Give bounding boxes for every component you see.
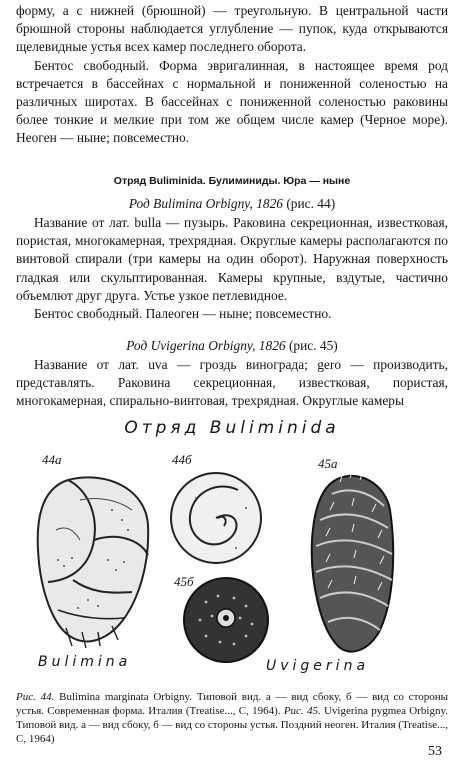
label-44b: 44б [172,452,192,467]
page-number: 53 [428,744,442,759]
genus-bulimina-name: Род Bulimina Orbigny, 1826 [128,196,283,211]
order-heading: Отряд Buliminida. Булиминиды. Юра — ныне [113,175,351,187]
bulimina-text [16,214,448,323]
caption-fig45-text: Uvigerina pygmea Orbigny. Типовой вид. а — вид сбоку, б — вид со стороны устья. Поздний неоген. Италия (Treatise..., С, 1964) [16,705,449,745]
label-44a: 44а [42,452,62,467]
uvigerina-aperture-view-illustration [176,572,276,668]
bulimina-side-view-illustration [28,470,158,650]
caption-fig44-text: Bulimina marginata Orbigny. Типовой вид. а — вид сбоку, б — вид со стороны устья. Современная форма. Италия (Treatise..., С, 1964). [16,691,449,717]
genus-uvigerina-fig-ref: (рис. 45) [288,338,338,353]
bulimina-aperture-view-illustration [166,468,266,568]
figure-caption [16,690,448,746]
genus-uvigerina-name: Род Uvigerina Orbigny, 1826 [126,338,286,353]
paragraph-benthos-ecology: Бентос свободный. Форма эвригалинная, в настоящее время род встречается в бассейнах с нормальной и пониженной соленостью на различных широтах. В бассейнах с пониженной соленостью раковины более тонкие и мелкие при том же общем числе камер (Черное море). Неоген — ныне; повсеместно. [16,57,448,146]
top-text [16,2,448,148]
uvigerina-description: Название от лат. uva — гроздь винограда; gero — производить, представлять. Раковина секреционная, известковая, пористая, многокамерная, спирально-винтовая, трехрядная. Округлые камеры [16,357,448,409]
uvigerina-side-view-illustration [300,470,410,660]
caption-fig45-ref: Рис. 45. [283,705,321,717]
paragraph-shape-description: форму, а с нижней (брюшной) — треугольную. В центральной части брюшной стороны наблюдается углубление — пупок, куда открываются щелевидные устья всех камер последнего оборота. [16,3,448,55]
genus-bulimina-title [16,196,448,212]
bulimina-ecology: Бентос свободный. Палеоген — ныне; повсеместно. [34,306,332,322]
plate-label-bulimina: Bulimina [38,654,132,670]
caption-fig44-ref: Рис. 44. [16,691,55,703]
genus-uvigerina-title [16,338,448,354]
plate-label-uvigerina: Uvigerina [266,658,370,674]
genus-bulimina-fig-ref: (рис. 44) [286,196,336,211]
bulimina-description: Название от лат. bulla — пузырь. Раковина секреционная, известковая, пористая, многокамерная, трехрядная. Округлые камеры располагаются по винтовой спирали (три камеры на один оборот). Наружная поверхность гладкая или скульптированная. Камеры крупные, вздутые, частично объемлют друг друга. Устье узкое петлевидное. [16,215,448,303]
label-45a: 45а [318,456,338,471]
plate-title: Отряд Buliminida [124,418,340,438]
uvigerina-text [16,356,448,411]
label-45b: 45б [174,574,194,589]
